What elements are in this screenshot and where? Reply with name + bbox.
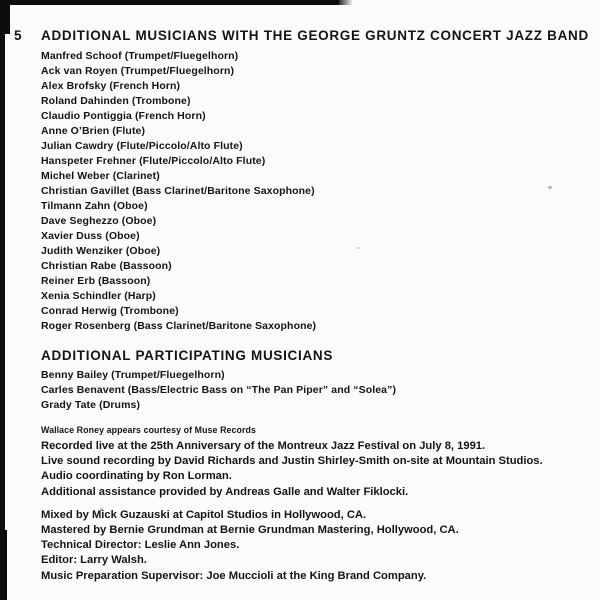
credit-line: Technical Director: Leslie Ann Jones. [41,539,240,552]
musician-item: Manfred Schoof (Trumpet/Fluegelhorn) [41,50,239,62]
credit-line: Mastered by Bernie Grundman at Bernie Grundman Mastering, Hollywood, CA. [41,524,459,537]
musician-item: Dave Seghezzo (Oboe) [41,215,157,227]
musician-item: Alex Brofsky (French Horn) [41,80,181,92]
credit-line: Music Preparation Supervisor: Joe Muccioli at the King Brand Company. [41,569,427,582]
musician-item: Xavier Duss (Oboe) [41,230,140,242]
musician-item: Anne O’Brien (Flute) [41,125,146,137]
section2-title: ADDITIONAL PARTICIPATING MUSICIANS [41,348,334,363]
musician-item: Julian Cawdry (Flute/Piccolo/Alto Flute) [41,140,243,152]
musician-item: Christian Gavillet (Bass Clarinet/Baritone Saxophone) [41,185,315,197]
musician-item: Reiner Erb (Bassoon) [41,275,151,287]
musician-item: Roger Rosenberg (Bass Clarinet/Baritone Saxophone) [41,320,317,332]
section2-musician-list [0,368,600,413]
musician-item: Hanspeter Frehner (Flute/Piccolo/Alto Flute) [41,155,266,167]
section1-musician-list [0,49,600,334]
section1-header [0,29,600,43]
musician-item: Carles Benavent (Bass/Electric Bass on “The Pan Piper” and “Solea”) [41,384,397,396]
musician-item: Michel Weber (Clarinet) [41,170,160,182]
credit-line: Editor: Larry Walsh. [41,554,147,567]
musician-item: Christian Rabe (Bassoon) [41,260,172,272]
musician-item: Judith Wenziker (Oboe) [41,245,161,257]
production-credits [0,508,600,584]
musician-item: Conrad Herwig (Trombone) [41,305,179,317]
musician-item: Grady Tate (Drums) [41,399,141,411]
courtesy-note: Wallace Roney appears courtesy of Muse Records [41,425,256,435]
recording-credits [0,439,600,500]
musician-item: Roland Dahinden (Trombone) [41,95,191,107]
credit-line: Audio coordinating by Ron Lorman. [41,470,232,483]
musician-item: Benny Bailey (Trumpet/Fluegelhorn) [41,369,225,381]
musician-item: Ack van Royen (Trumpet/Fluegelhorn) [41,65,235,77]
credit-line: Additional assistance provided by Andreas Galle and Walter Fiklocki. [41,485,409,498]
credit-line: Mixed by Mick Guzauski at Capitol Studios in Hollywood, CA. [41,508,367,521]
section1-title: ADDITIONAL MUSICIANS WITH THE GEORGE GRUNTZ CONCERT JAZZ BAND [41,28,589,43]
musician-item: Tilmann Zahn (Oboe) [41,200,148,212]
musician-item: Claudio Pontiggia (French Horn) [41,110,206,122]
credit-line: Recorded live at the 25th Anniversary of the Montreux Jazz Festival on July 8, 1991. [41,440,486,452]
credit-line: Live sound recording by David Richards and Justin Shirley-Smith on-site at Mountain Studios. [41,455,543,468]
musician-item: Xenia Schindler (Harp) [41,290,156,302]
track-number: 5 [14,28,22,43]
